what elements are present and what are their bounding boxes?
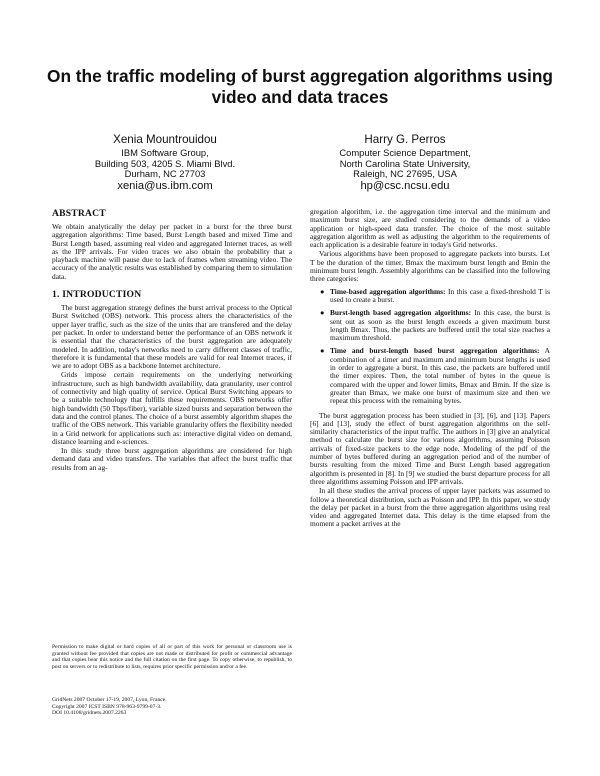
right-column — [310, 208, 550, 529]
left-column — [52, 208, 292, 472]
author-affiliation: Computer Science Department, — [339, 147, 471, 158]
list-item — [320, 308, 550, 343]
list-item-term: Time and burst-length based burst aggregation algorithms: — [330, 346, 540, 356]
copyright-line: Copyright 2007 ICST ISBN 978-963-9799-07-3. — [52, 703, 162, 710]
author-name: Xenia Mountrouidou — [113, 133, 217, 146]
author-address: Building 503, 4205 S. Miami Blvd. — [94, 157, 236, 169]
intro-paragraph: The burst aggregation process has been studied in [3], [6], and [13]. Papers [6] and [13], study the effect of burst aggregation algorithms on the self-similarity characteristics of the input traffic. The authors in [3] give an analytical method to calculate the burst size for various algorithms, assuming Poisson arrivals of fixed-size packets to the edge node. Modeling of the pdf of the number of bytes buffered during an aggregation period and of the number of bursts resulting from the mixed Time and Burst Length based aggregation algorithm is presented in [8]. In [9] we studied the burst departure process for all three algorithms assuming Poisson and IPP arrivals. — [310, 410, 550, 486]
list-item-text: In this case, the burst is sent out as soon as the burst length exceeds a given maximum burst length Bmax. Thus, the packets are buffered until the total size reaches a maximum threshold. — [330, 308, 550, 343]
bullet-icon: ● — [320, 308, 325, 318]
intro-paragraph: The burst aggregation strategy defines the burst arrival process to the Optical Burst Switched (OBS) network. This process alters the characteristics of the upper layer traffic, such as the size of the units that are transfered and the delay per packet. In order to understand better the performance of an OBS network it is essential that the characteristics of the burst aggregation are adequately modeled. In addition, today's networks need to carry different classes of traffic, therefore it is fundamental that these models are valid for real Internet traces, if we are to adopt OBS as a backbone Internet architecture. — [52, 303, 292, 371]
author-block-2 — [300, 133, 510, 192]
list-item — [320, 346, 550, 406]
author-address: Raleigh, NC 27695, USA — [353, 168, 457, 180]
bullet-icon: ● — [320, 286, 325, 296]
author-address: North Carolina State University, — [339, 157, 471, 169]
list-item-text: In this case a fixed-threshold T is used to create a burst. — [330, 286, 550, 304]
doi-line: DOI 10.4108/gridnets.2007.2263 — [52, 710, 127, 717]
abstract-heading: ABSTRACT — [52, 208, 106, 219]
list-item-text: A combination of a timer and maximum and minimum burst lengths is used in order to aggregate a burst. In this case, the packets are buffered until the timer expires. Then, the total number of bytes in the queue is compared with the upper and lower limits, Bmax and Bmin. If the size is greater than Bmax, we make one burst of maximum size and then we repeat this process with the remaining bytes. — [330, 346, 550, 406]
introduction-heading: 1. INTRODUCTION — [52, 289, 142, 301]
permission-notice: Permission to make digital or hard copies of all or part of this work for personal or classroom use is granted without fee provided that copies are not made or distributed for profit or commercial advantage and that copies bear this notice and the full citation on the first page. To copy otherwise, to republish, to post on servers or to redistribute to lists, requires prior specific permission and/or a fee. — [52, 644, 292, 670]
conference-line: GridNets 2007 October 17-19, 2007, Lyon, France. — [52, 697, 167, 703]
author-block-1 — [60, 133, 270, 192]
author-affiliation: IBM Software Group, — [121, 147, 209, 158]
intro-paragraph: Grids impose certain requirements on the underlying networking infrastructure, such as high bandwidth availability, data granularity, user control of connectivity and high quality of service. Optical Burst Switching appears to be a suitable technology that fulfills these requirements. OBS networks offer high bandwidth (50 Tbps/fiber), variable sized bursts and separation between the data and the control planes. The choice of a burst assembly algorithm shapes the traffic of the OBS network. This variable granularity offers the flexibility needed in a Grid network for applications such as: interactive digital video on demand, distance learning and e-sciences. — [52, 370, 292, 446]
author-email: hp@csc.ncsu.edu — [360, 179, 450, 192]
paper-title: On the traffic modeling of burst aggregation algorithms using video and data traces — [47, 66, 553, 107]
algorithm-list — [310, 288, 550, 406]
intro-paragraph: In this study three burst aggregation algorithms are considered for high demand data and video transfers. The variables that affect the burst traffic that results from an ag- — [52, 446, 292, 472]
abstract-text: We obtain analytically the delay per packet in a burst for the three burst aggregation algorithms: Time based, Burst Length based and mixed Time and Burst Length based, assuming real video and aggregated Internet traces, as well as the IPP arrivals. For video traces we also obtain the probability that a playback machine will pause due to lack of frames when streaming video. The accuracy of the analytic results was established by comparing them to simulation data. — [52, 222, 292, 281]
author-address: Durham, NC 27703 — [124, 168, 206, 180]
list-item-term: Time-based aggregation algorithms: — [330, 286, 446, 296]
intro-paragraph: Various algorithms have been proposed to aggregate packets into bursts. Let T be the duration of the timer, Bmax the maximum burst length and Bmin the minimum burst length. Assembly algorithms can be classified into the following three categories: — [310, 249, 550, 284]
intro-paragraph: gregation algorithm, i.e. the aggregation time interval and the minimum and maximum burst size, are studied considering to the demands of a video application or high-speed data transfer. The choice of the most suitable aggregation algorithm as well as adjusting the algorithm to the requirements of each application is a desirable feature in today's Grid networks. — [310, 207, 550, 250]
author-email: xenia@us.ibm.com — [117, 179, 213, 192]
bullet-icon: ● — [320, 346, 325, 356]
conference-info — [52, 697, 292, 717]
intro-paragraph: In all these studies the arrival process of upper layer packets was assumed to follow a theoretical distribution, such as Poisson and IPP. In this paper, we study the delay per packet in a burst from the three aggregation algorithms using real video and aggregated Internet data. This delay is the time elapsed from the moment a packet arrives at the — [310, 486, 550, 529]
author-name: Harry G. Perros — [364, 133, 446, 146]
list-item — [320, 286, 550, 305]
list-item-term: Burst-length based aggregation algorithms: — [330, 308, 472, 318]
